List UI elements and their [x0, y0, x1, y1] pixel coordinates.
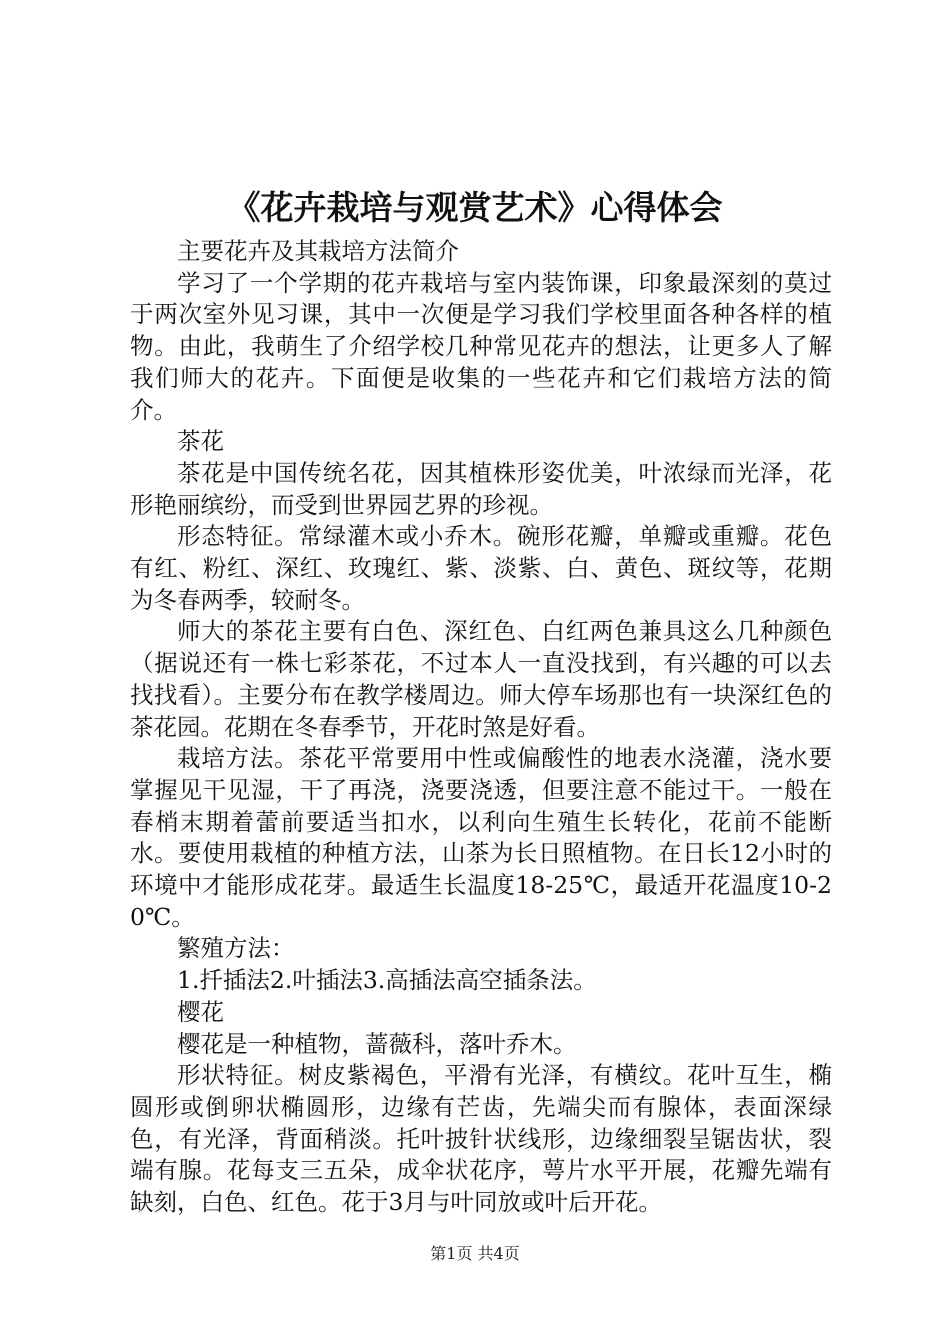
- paragraph-propagation-methods: 1.扦插法2.叶插法3.高插法高空插条法。: [177, 966, 597, 995]
- section-heading-cherry: 樱花: [177, 997, 224, 1026]
- paragraph-camellia-morphology: 形态特征。常绿灌木或小乔木。碗形花瓣，单瓣或重瓣。花色有红、粉红、深红、玫瑰红、紫、淡紫、白、黄色、斑纹等，花期为冬春两季，较耐冬。: [130, 522, 832, 614]
- page-footer: 第1页 共4页: [430, 1244, 520, 1263]
- paragraph-intro: 学习了一个学期的花卉栽培与室内装饰课，印象最深刻的莫过于两次室外见习课，其中一次便是学习我们学校里面各种各样的植物。由此，我萌生了介绍学校几种常见花卉的想法，让更多人了解我们师大的花卉。下面便是收集的一些花卉和它们栽培方法的简介。: [130, 268, 832, 424]
- paragraph-camellia-overview: 茶花是中国传统名花，因其植株形姿优美，叶浓绿而光泽，花形艳丽缤纷，而受到世界园艺界的珍视。: [130, 458, 832, 519]
- paragraph-camellia-cultivation: 栽培方法。茶花平常要用中性或偏酸性的地表水浇灌，浇水要掌握见干见湿，干了再浇，浇要浇透，但要注意不能过干。一般在春梢末期着蕾前要适当扣水，以利向生殖生长转化，花前不能断水。要使用栽植的种植方法，山茶为长日照植物。在日长12小时的环境中才能形成花芽。最适生长温度18-25℃，最适开花温度10-20℃。: [130, 744, 832, 931]
- document-title: 《花卉栽培与观赏艺术》心得体会: [227, 188, 723, 227]
- paragraph-camellia-campus: 师大的茶花主要有白色、深红色、白红两色兼具这么几种颜色（据说还有一株七彩茶花，不过本人一直没找到，有兴趣的可以去找找看）。主要分布在教学楼周边。师大停车场那也有一块深红色的茶花园。花期在冬春季节，开花时煞是好看。: [130, 617, 832, 741]
- paragraph-propagation-heading: 繁殖方法：: [177, 934, 295, 963]
- paragraph-cherry-overview: 樱花是一种植物，蔷薇科，落叶乔木。: [177, 1029, 577, 1058]
- section-heading-intro: 主要花卉及其栽培方法简介: [177, 237, 459, 265]
- section-heading-camellia: 茶花: [177, 427, 224, 456]
- paragraph-cherry-morphology: 形状特征。树皮紫褐色，平滑有光泽，有横纹。花叶互生，椭圆形或倒卵状椭圆形，边缘有芒齿，先端尖而有腺体，表面深绿色，有光泽，背面稍淡。托叶披针状线形，边缘细裂呈锯齿状，裂端有腺。花每支三五朵，成伞状花序，萼片水平开展，花瓣先端有缺刻，白色、红色。花于3月与叶同放或叶后开花。: [130, 1061, 832, 1217]
- document-body: [130, 236, 832, 1219]
